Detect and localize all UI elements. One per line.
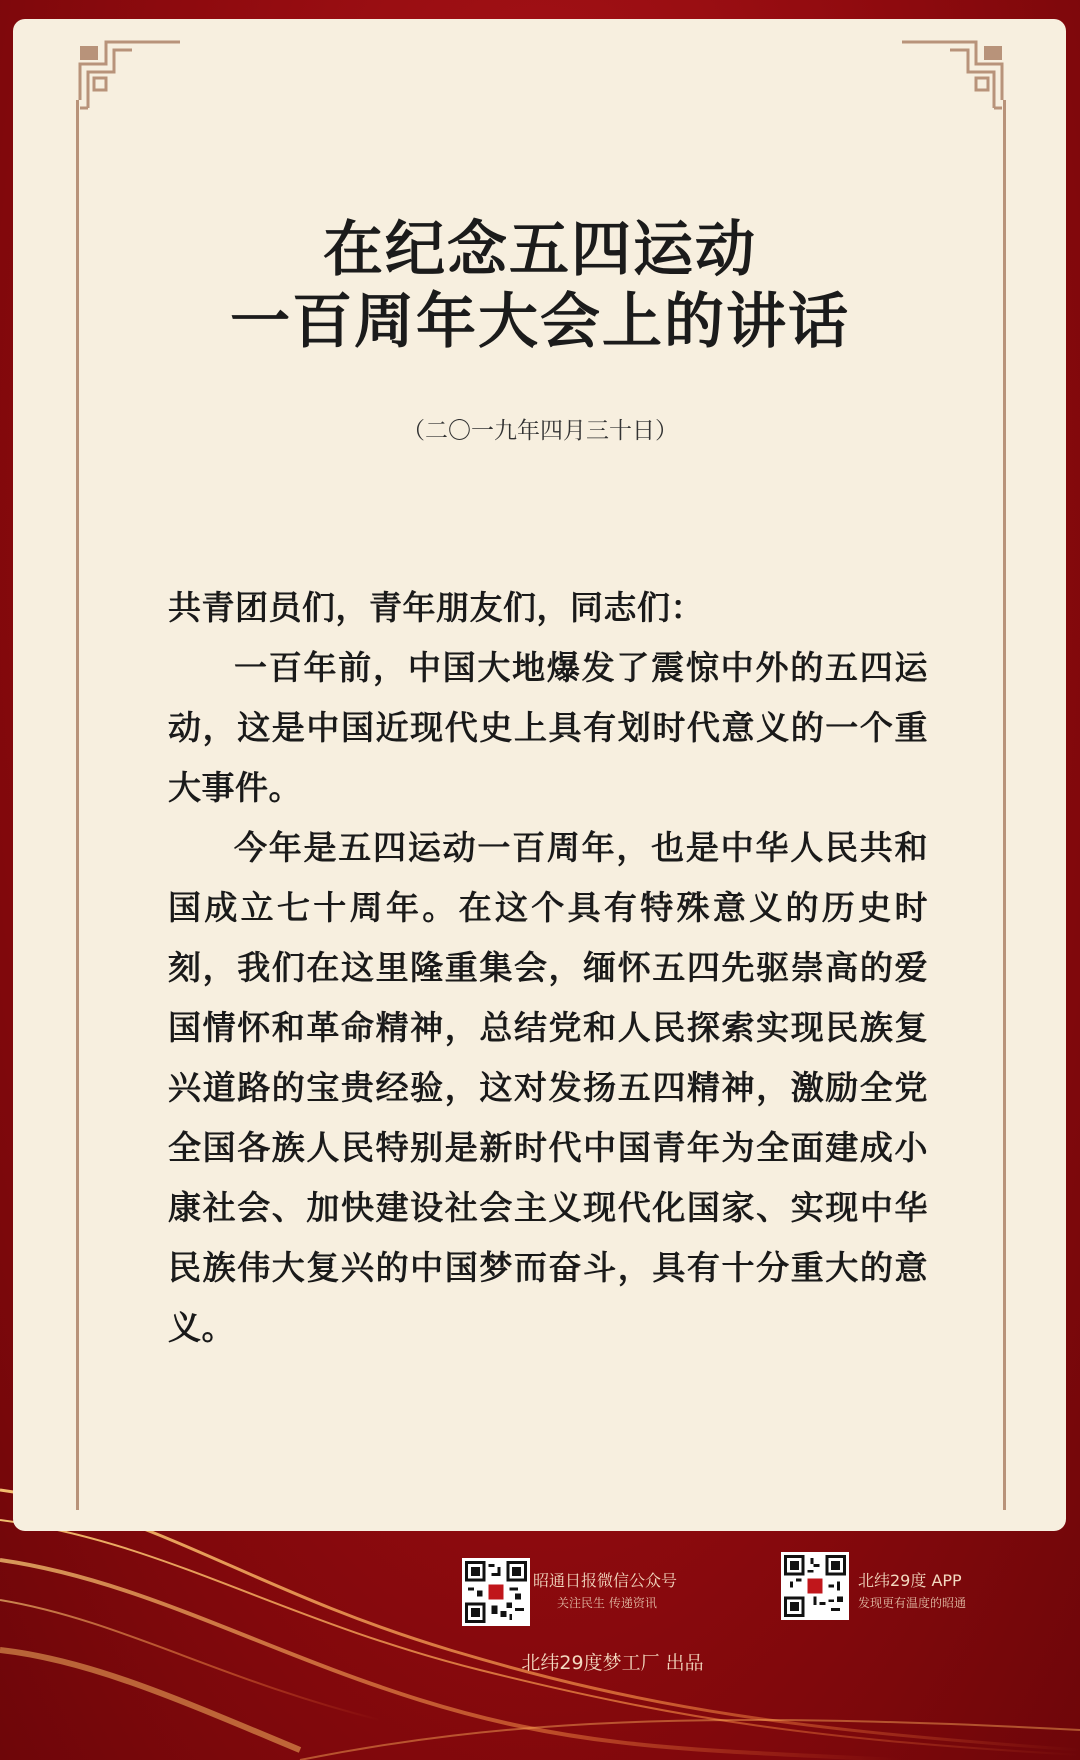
publisher-credit: 北纬29度梦工厂 出品 (521, 1652, 704, 1674)
title-line-1: 在纪念五四运动 (323, 215, 757, 285)
corner-ornament-right (900, 34, 1010, 124)
salutation: 共青团员们，青年朋友们，同志们： (168, 588, 704, 627)
corner-ornament-left (72, 34, 182, 124)
paragraph-2: 今年是五四运动一百周年，也是中华人民共和国成立七十周年。在这个具有特殊意义的历史时刻，我们在这里隆重集会，缅怀五四先驱崇高的爱国情怀和革命精神，总结党和人民探索实现民族复兴道路的宝贵经验，这对发扬五四精神，激励全党全国各族人民特别是新时代中国青年为全面建成小康社会、加快建设社会主义现代化国家、实现中华民族伟大复兴的中国梦而奋斗，具有十分重大的意义。 (168, 828, 928, 1347)
qr-code-app (781, 1552, 849, 1620)
paragraph-1: 一百年前，中国大地爆发了震惊中外的五四运动，这是中国近现代史上具有划时代意义的一个重大事件。 (168, 648, 928, 807)
title-line-2: 一百周年大会上的讲话 (230, 287, 850, 357)
speech-body (168, 578, 928, 1358)
qr1-name: 昭通日报微信公众号 (533, 1571, 678, 1590)
speech-date: （二〇一九年四月三十日） (402, 418, 678, 444)
qr-code-wechat (462, 1558, 530, 1626)
qr2-subtitle: 发现更有温度的昭通 (858, 1596, 967, 1610)
qr2-name: 北纬29度 APP (858, 1571, 962, 1590)
qr1-subtitle: 关注民生 传递资讯 (557, 1596, 657, 1610)
